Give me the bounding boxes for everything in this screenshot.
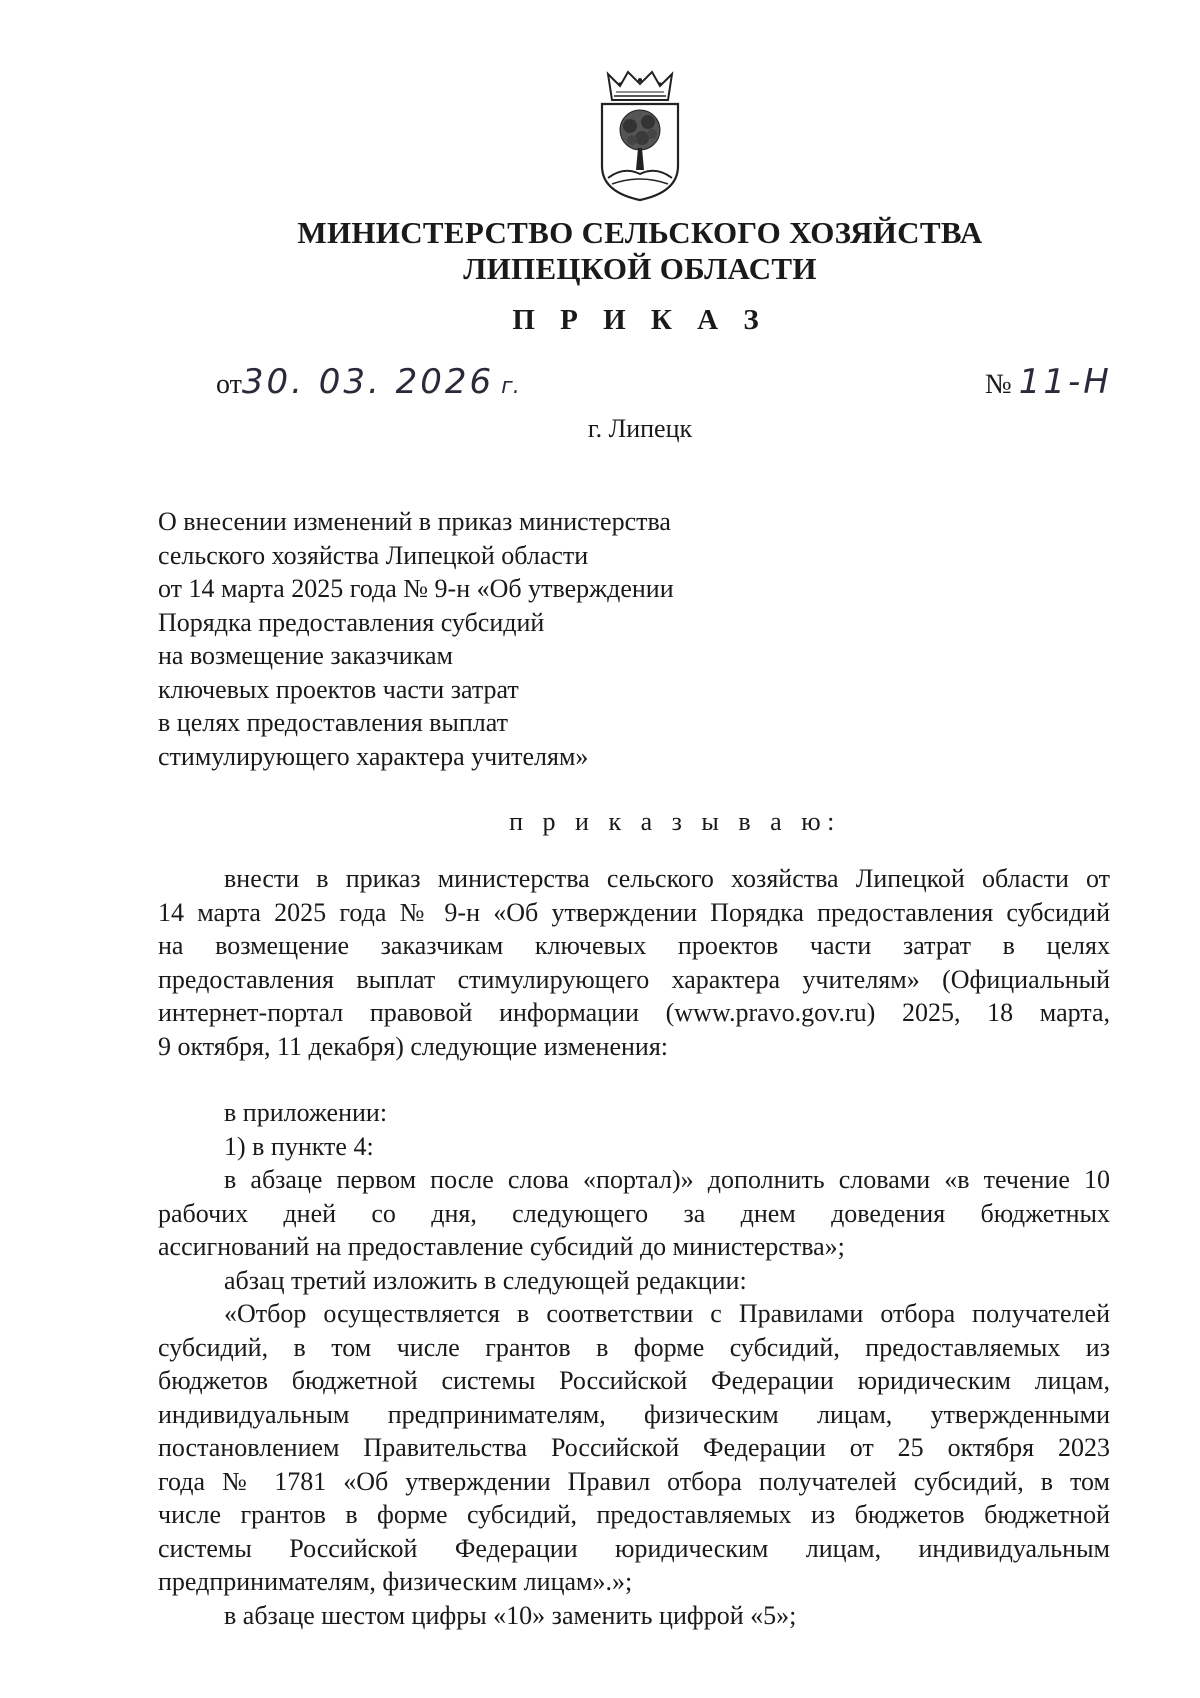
body-line: интернет-портал правовой информации (www.pravo.gov.ru) 2025, 18 марта, (158, 998, 1110, 1027)
body-line: в абзаце шестом цифры «10» заменить цифрой «5»; (224, 1600, 797, 1630)
document-type-title: П Р И К А З (512, 304, 768, 336)
body-line: на возмещение заказчикам ключевых проектов части затрат в целях (158, 931, 1110, 960)
body-line: 9 октября, 11 декабря) следующие изменения: (158, 1031, 668, 1061)
body-line: числе грантов в форме субсидий, предоставляемых из бюджетов бюджетной (158, 1500, 1110, 1529)
ministry-name-line2: ЛИПЕЦКОЙ ОБЛАСТИ (463, 251, 817, 286)
body-line: 1) в пункте 4: (224, 1131, 374, 1161)
handwritten-number: 11-Н (1018, 362, 1112, 402)
body-line: 14 марта 2025 года № 9-н «Об утверждении Порядка предоставления субсидий (158, 897, 1110, 927)
body-line: субсидий, в том числе грантов в форме субсидий, предоставляемых из (158, 1332, 1110, 1362)
handwritten-date: 30. 03. 2026 (241, 362, 495, 402)
number-prefix: № (985, 369, 1012, 400)
subject-line: сельского хозяйства Липецкой области (158, 540, 589, 570)
decree-word: п р и к а з ы в а ю: (509, 807, 841, 836)
body-line: ассигнований на предоставление субсидий до министерства»; (158, 1232, 845, 1261)
date-prefix: от (216, 369, 242, 400)
body-line: предоставления выплат стимулирующего характера учителям» (Официальный (158, 964, 1110, 994)
subject-line: О внесении изменений в приказ министерства (158, 507, 671, 536)
body-line: абзац третий изложить в следующей редакции: (224, 1265, 747, 1295)
order-body (158, 862, 1110, 1632)
subject-line: в целях предоставления выплат (158, 708, 509, 737)
body-line: бюджетов бюджетной системы Российской Федерации юридическим лицам, (158, 1366, 1110, 1395)
body-line: системы Российской Федерации юридическим лицам, индивидуальным (158, 1533, 1110, 1563)
order-date (216, 362, 520, 402)
order-number (985, 362, 1112, 402)
body-line: года № 1781 «Об утверждении Правил отбора получателей субсидий, в том (158, 1466, 1110, 1496)
ministry-name-line1: МИНИСТЕРСТВО СЕЛЬСКОГО ХОЗЯЙСТВА (297, 215, 983, 250)
subject-line: стимулирующего характера учителям» (158, 741, 589, 771)
order-subject (158, 505, 798, 773)
subject-line: Порядка предоставления субсидий (158, 607, 545, 637)
body-line: рабочих дней со дня, следующего за днем доведения бюджетных (158, 1198, 1110, 1228)
subject-line: ключевых проектов части затрат (158, 674, 519, 704)
body-line: индивидуальным предпринимателям, физическим лицам, утвержденными (158, 1399, 1110, 1429)
paragraph-gap (158, 1063, 1110, 1096)
body-line: предпринимателям, физическим лицам».»; (158, 1567, 633, 1596)
city: г. Липецк (587, 414, 693, 443)
body-line: внести в приказ министерства сельского хозяйства Липецкой области от (224, 864, 1110, 893)
body-line: «Отбор осуществляется в соответствии с Правилами отбора получателей (224, 1299, 1110, 1328)
subject-line: от 14 марта 2025 года № 9-н «Об утверждении (158, 574, 674, 603)
date-suffix: г. (501, 374, 520, 399)
body-line: в абзаце первом после слова «портал)» дополнить словами «в течение 10 (224, 1165, 1110, 1194)
body-line: постановлением Правительства Российской Федерации от 25 октября 2023 (158, 1433, 1110, 1462)
lipetsk-coat-of-arms-icon (598, 70, 682, 202)
subject-line: на возмещение заказчикам (158, 641, 453, 670)
body-line: в приложении: (224, 1098, 388, 1127)
